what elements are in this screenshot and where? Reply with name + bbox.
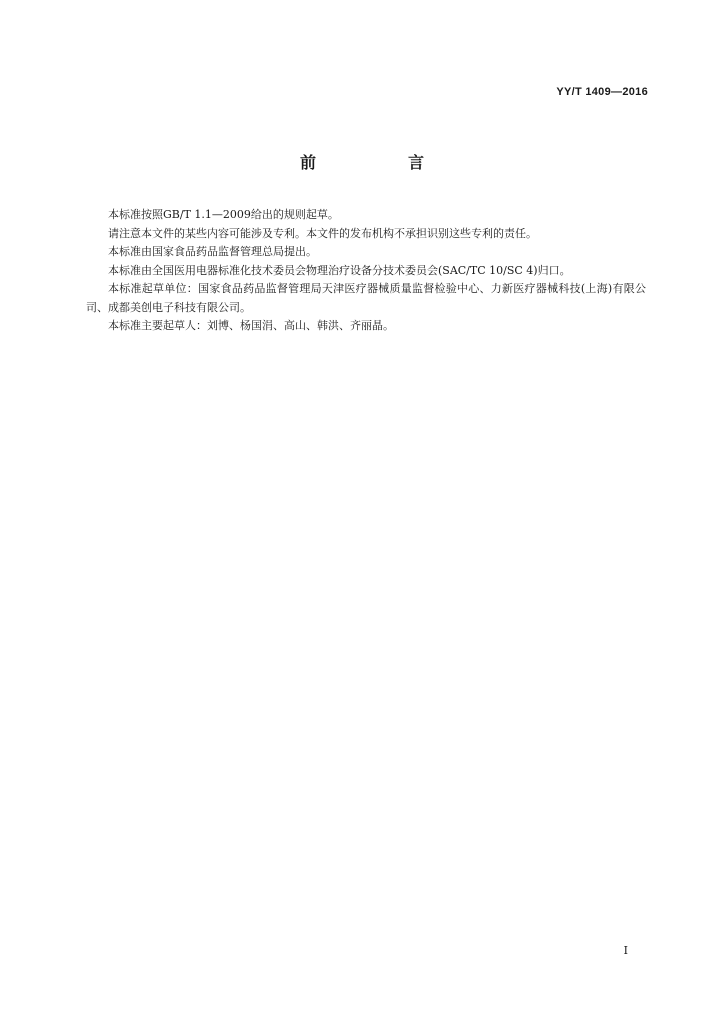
page-title: 前 言 — [299, 153, 462, 172]
paragraph-drafters: 本标准主要起草人：刘博、杨国涓、高山、韩洪、齐丽晶。 — [108, 319, 394, 332]
paragraph-patent-notice: 请注意本文件的某些内容可能涉及专利。本文件的发布机构不承担识别这些专利的责任。 — [108, 226, 537, 240]
foreword-body — [86, 206, 646, 336]
page-number: I — [623, 944, 628, 957]
paragraph-proposer: 本标准由国家食品药品监督管理总局提出。 — [108, 245, 317, 258]
standard-code: YY/T 1409—2016 — [556, 86, 648, 98]
paragraph-drafting-rules: 本标准按照GB/T 1.1—2009给出的规则起草。 — [108, 208, 339, 221]
paragraph-technical-committee: 本标准由全国医用电器标准化技术委员会物理治疗设备分技术委员会(SAC/TC 10/SC 4)归口。 — [108, 263, 571, 277]
paragraph-drafting-units: 本标准起草单位：国家食品药品监督管理局天津医疗器械质量监督检验中心、力新医疗器械科技(上海)有限公司、成都美创电子科技有限公司。 — [86, 282, 646, 314]
